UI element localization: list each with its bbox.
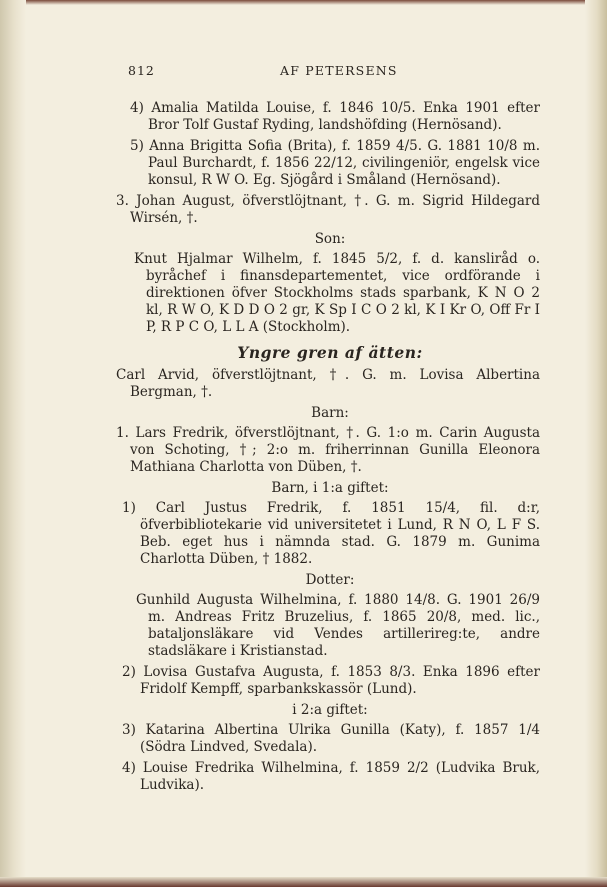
entry-katarina: 3) Katarina Albertina Ulrika Gunilla (Katy), f. 1857 1/4 (Södra Lindved, Svedala).	[122, 722, 540, 755]
entry-amalia: 4) Amalia Matilda Louise, f. 1846 10/5. Enka 1901 efter Bror Tolf Gustaf Ryding, landshöfding (Hernösand).	[130, 100, 540, 133]
heading-second-marriage: i 2:a giftet:	[292, 702, 368, 718]
entry-lars: 1. Lars Fredrik, öfverstlöjtnant, †. G. 1:o m. Carin Augusta von Schoting, †; 2:o m. friherrinnan Gunilla Eleonora Mathiana Charlotta von Düben, †.	[116, 425, 540, 475]
running-title: AF PETERSENS	[280, 63, 398, 78]
entry-gunhild: Gunhild Augusta Wilhelmina, f. 1880 14/8. G. 1901 26/9 m. Andreas Fritz Bruzelius, f. 1865 20/8, med. lic., bataljonsläkare vid Vendes artillerireg:te, andre stadsläkare i Kristianstad.	[136, 592, 540, 659]
heading-barn: Barn:	[311, 405, 349, 421]
entry-louise: 4) Louise Fredrika Wilhelmina, f. 1859 2/2 (Ludvika Bruk, Ludvika).	[122, 760, 540, 793]
page-text	[116, 62, 540, 798]
page-binding-shadow	[0, 0, 26, 887]
page-right-edge	[585, 0, 607, 887]
page-number: 812	[128, 63, 155, 78]
heading-son: Son:	[314, 231, 346, 247]
page-bottom-edge	[0, 877, 607, 887]
entry-carl-justus: 1) Carl Justus Fredrik, f. 1851 15/4, fil. d:r, öfverbibliotekarie vid universitetet i Lund, R N O, L F S. Beb. eget hus i nämnda stad. G. 1879 m. Gunima Charlotta Düben, † 1882.	[122, 500, 540, 567]
heading-barn-first-marriage: Barn, i 1:a giftet:	[271, 480, 389, 496]
entry-knut: Knut Hjalmar Wilhelm, f. 1845 5/2, f. d. kansliråd o. byråchef i finansdepartementet, vice ordförande i direktionen öfver Stockholms stads sparbank, K N O 2 kl, R W O, K D D O 2 gr, K Sp I C O 2 kl, K I Kr O, Off Fr I P, R P C O, L L A (Stockholm).	[134, 251, 540, 335]
section-heading: Yngre gren af ätten:	[237, 343, 423, 362]
page-header	[120, 62, 540, 82]
heading-dotter: Dotter:	[305, 572, 355, 588]
page-top-edge	[0, 0, 607, 5]
entry-johan: 3. Johan August, öfverstlöjtnant, †. G. m. Sigrid Hildegard Wirsén, †.	[116, 193, 540, 226]
entry-anna: 5) Anna Brigitta Sofia (Brita), f. 1859 4/5. G. 1881 10/8 m. Paul Burchardt, f. 1856 22/12, civilingeniör, engelsk vice konsul, R W O. Eg. Sjögård i Småland (Hernösand).	[130, 138, 540, 188]
entry-carl-arvid: Carl Arvid, öfverstlöjtnant, †. G. m. Lovisa Albertina Bergman, †.	[116, 367, 540, 400]
entry-lovisa: 2) Lovisa Gustafva Augusta, f. 1853 8/3. Enka 1896 efter Fridolf Kempff, sparbankskassör (Lund).	[122, 664, 540, 697]
